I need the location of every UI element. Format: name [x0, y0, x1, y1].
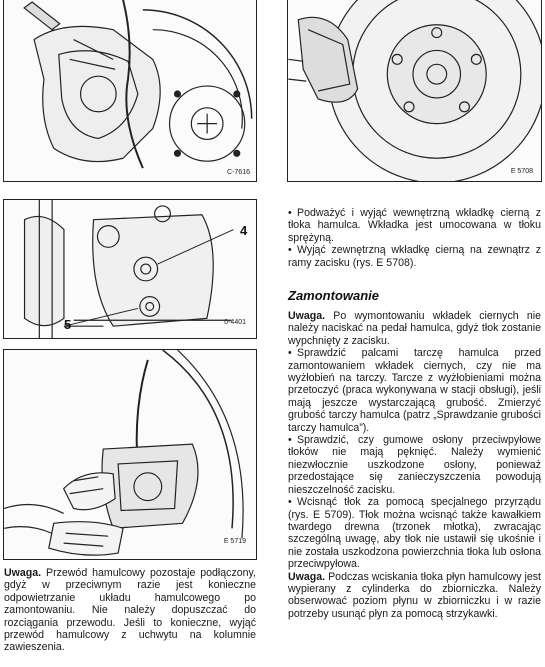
- list-item: • Sprawdzić palcami tarczę hamulca przed zamontowaniem wkładek ciernych, czy nie ma wyżłobień na tarczy. Tarcze z wyżłobieniami można przetoczyć (praca wykonywana w stacji obsługi), jeśli mają jeszcze wystarczającą grubość. Zmierzyć grubość tarczy hamulca (patrz „Sprawdzanie grubości tarczy hamulca”).: [288, 347, 541, 434]
- figure-code: E 5708: [510, 168, 533, 175]
- figure-code: C-7616: [227, 169, 250, 176]
- list-item: • Wyjąć zewnętrzną wkładkę cierną na zewnątrz z ramy zacisku (rys. E 5708).: [288, 244, 541, 269]
- figure-code: 0-4401: [224, 319, 246, 326]
- callout-5: 5: [64, 317, 72, 332]
- section-heading: Zamontowanie: [288, 288, 380, 303]
- figure-brake-disc: [287, 0, 542, 182]
- note-label: Uwaga.: [4, 567, 42, 579]
- hands-caliper-illustration: [4, 350, 256, 559]
- figure-hands-caliper: [3, 349, 257, 560]
- callout-4: 4: [240, 223, 248, 238]
- caliper-screwdriver-illustration: [4, 0, 256, 181]
- figure-code: E 5719: [223, 538, 246, 545]
- right-body: [288, 310, 541, 620]
- list-item: • Sprawdzić, czy gumowe osłony przeciwpyłowe tłoków nie mają pęknięć. Należy wymienić niezwłocznie uszkodzone osłony, ponieważ przedostające się zanieczyszczenia powodują nieszczelność zacisku.: [288, 434, 541, 496]
- list-item: • Wcisnąć tłok za pomocą specjalnego przyrządu (rys. E 5709). Tłok można wcisnąć także kawałkiem twardego drewna (trzonek młotka), zwracając szczególną uwagę, aby tłok nie ustawił się ukośnie i nie została uszkodzona powierzchnia tłoka lub osłona przeciwpyłowa.: [288, 496, 541, 571]
- note-paragraph: Uwaga. Po wymontowaniu wkładek ciernych nie należy naciskać na pedał hamulca, gdyż tłok zostanie wypchnięty z zacisku.: [288, 310, 541, 347]
- caliper-callouts-illustration: [4, 200, 256, 338]
- figure-caliper-callouts: [3, 199, 257, 339]
- note-paragraph: Uwaga. Podczas wciskania tłoka płyn hamulcowy jest wypierany z cylinderka do zbiorniczka. Należy obserwować poziom płynu w zbiorniczku i w razie potrzeby usunąć płyn za pomocą strzykawki.: [288, 570, 541, 620]
- list-item: • Podważyć i wyjąć wewnętrzną wkładkę cierną z tłoka hamulca. Wkładka jest umocowana w tłoku sprężyną.: [288, 207, 541, 244]
- left-note-paragraph: [4, 567, 256, 654]
- note-text: Przewód hamulcowy pozostaje podłączony, gdyż w przeciwnym razie jest konieczne odpowietrzanie układu hamulcowego po zamontowaniu. Nie należy dopuszczać do rozciągania przewodu. Jeśli to konieczne, wyjąć przewód hamulcowy z uchwytu na kolumnie zawieszenia.: [4, 567, 256, 654]
- figure-caliper-screwdriver: [3, 0, 257, 182]
- right-bullets-top: [288, 207, 541, 269]
- brake-disc-illustration: [288, 0, 541, 181]
